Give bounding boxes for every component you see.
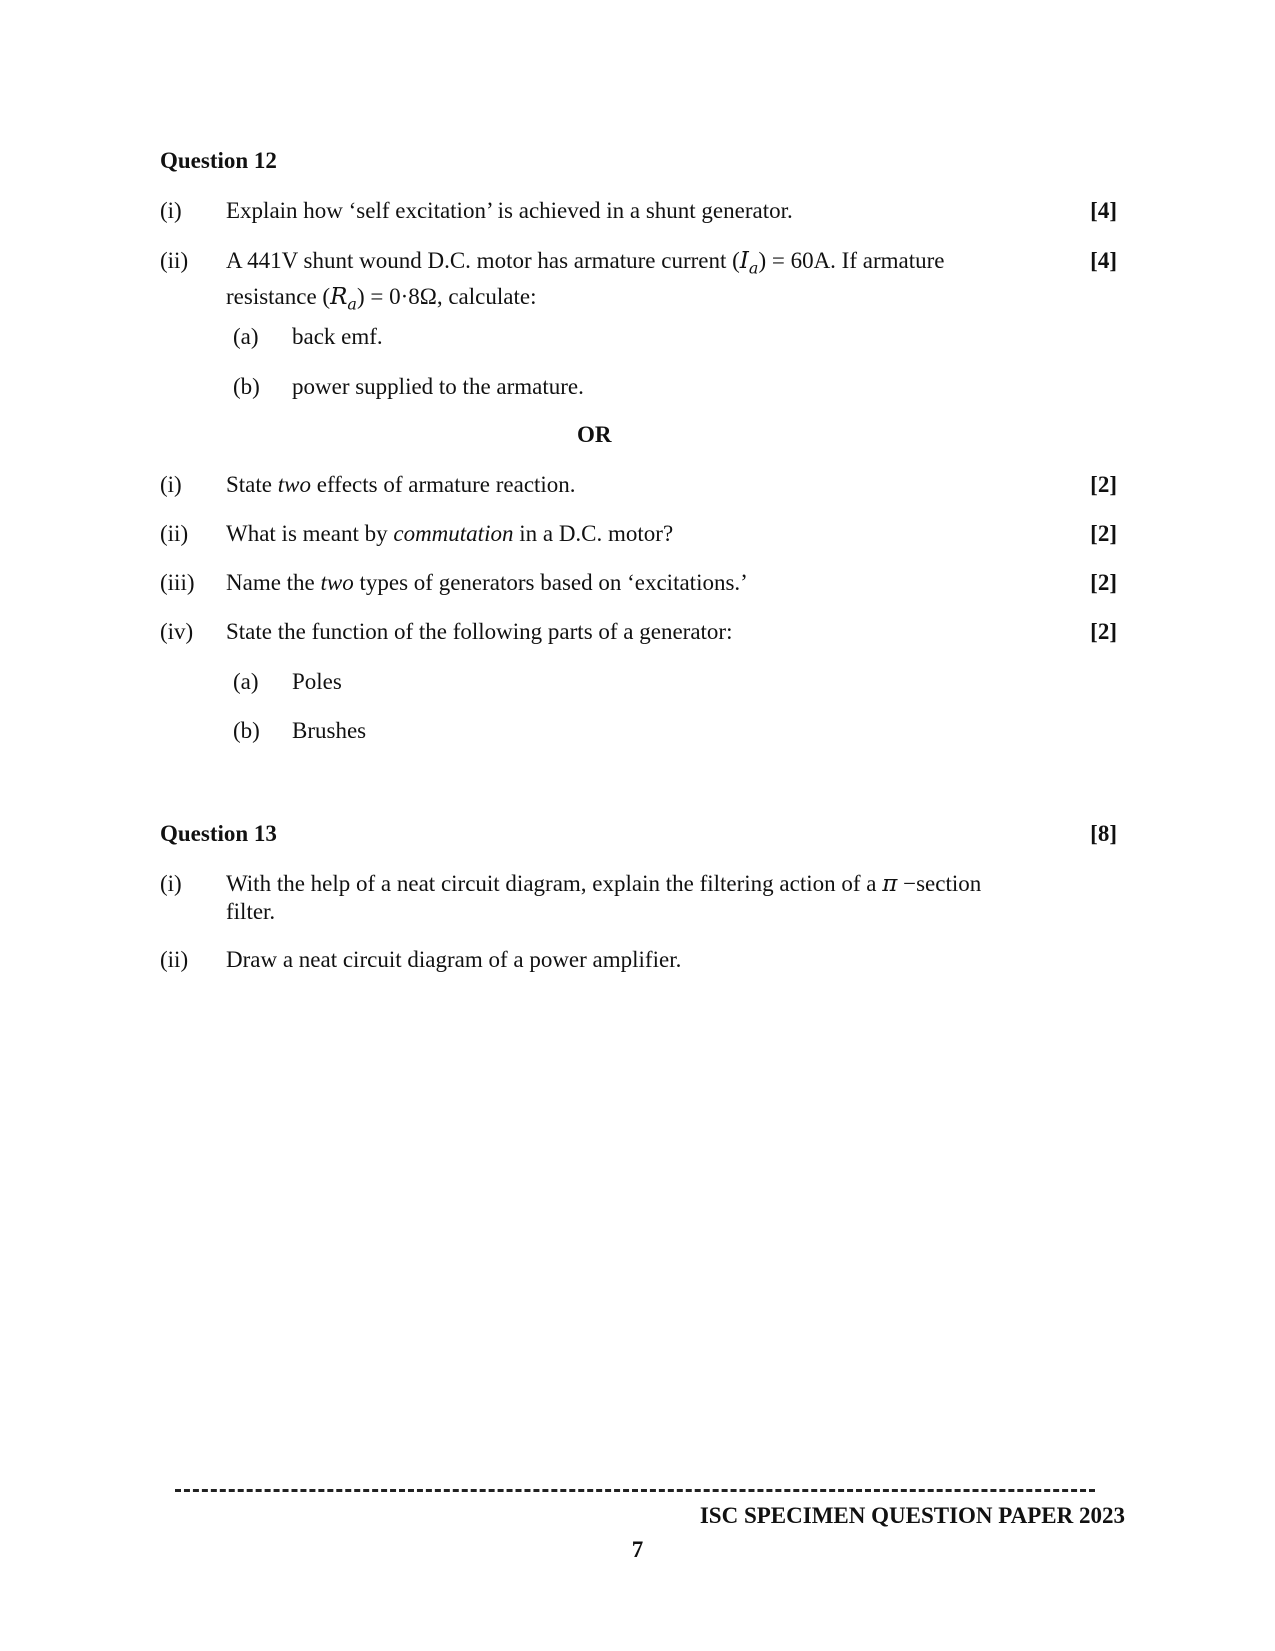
q13-i-text — [226, 870, 1036, 926]
q12-alt-iii-pre: Name the — [226, 570, 321, 595]
q12-alt-iv-a-number: (a) — [233, 669, 259, 694]
q12-alt-iv-a-text: Poles — [292, 669, 342, 694]
q12-alt-iii-marks: [2] — [1090, 570, 1117, 595]
q12-ii-line-1-content — [226, 247, 944, 283]
q12-alt-i-number: (i) — [160, 472, 182, 497]
q12-i-number: (i) — [160, 198, 182, 223]
q12-alt-ii-number: (ii) — [160, 521, 189, 546]
question-12-heading: Question 12 — [160, 148, 277, 173]
q12-alt-ii-emphasis: commutation — [393, 521, 514, 546]
resistance-subscript: a — [347, 294, 357, 314]
q13-i-number: (i) — [160, 871, 182, 896]
q13-ii-number: (ii) — [160, 947, 189, 972]
q12-ii-line-2 — [226, 283, 1036, 319]
q12-ii-b-number: (b) — [233, 374, 260, 399]
q12-ii-number: (ii) — [160, 248, 189, 273]
q12-alt-ii-pre: What is meant by — [226, 521, 394, 546]
footer-title: ISC SPECIMEN QUESTION PAPER 2023 — [699, 1503, 1125, 1528]
q12-alt-i-text — [226, 471, 1046, 499]
q12-ii-marks: [4] — [1090, 248, 1117, 273]
q12-ii-b-text: power supplied to the armature. — [292, 374, 584, 399]
q12-alt-iii-post: types of generators based on ‘excitations.’ — [353, 570, 748, 595]
q12-alt-iv-number: (iv) — [160, 619, 194, 644]
q13-i-text-b: −section — [897, 871, 982, 896]
q12-ii-a-number: (a) — [233, 324, 259, 349]
q12-alt-i-marks: [2] — [1090, 472, 1117, 497]
q12-alt-iv-b-number: (b) — [233, 718, 260, 743]
q12-ii-text-a: A 441V shunt wound D.C. motor has armature current ( — [226, 248, 740, 273]
q12-alt-iv-text: State the function of the following parts of a generator: — [226, 619, 733, 644]
q12-alt-i-emphasis: two — [277, 472, 311, 497]
q13-i-line-1 — [226, 870, 1036, 898]
q12-alt-iv-b-text: Brushes — [292, 718, 367, 743]
q12-alt-iii-text — [226, 569, 1046, 597]
q12-alt-ii-post: in a D.C. motor? — [513, 521, 674, 546]
question-13-heading: Question 13 — [160, 821, 277, 846]
page-number: 7 — [631, 1537, 644, 1562]
q12-alt-i-post: effects of armature reaction. — [310, 472, 576, 497]
current-subscript: a — [748, 258, 759, 278]
q12-ii-text-c: resistance ( — [226, 283, 331, 309]
q12-ii-text-b: ) = 60A. If armature — [758, 248, 945, 273]
or-separator: OR — [577, 422, 612, 447]
current-symbol: I — [739, 248, 749, 274]
q12-alt-iv-marks: [2] — [1090, 619, 1117, 644]
q12-alt-iii-number: (iii) — [160, 570, 195, 595]
q13-i-line-2: filter. — [226, 899, 276, 924]
q12-alt-i-pre: State — [226, 472, 278, 497]
q12-i-marks: [4] — [1090, 198, 1117, 223]
footer-dashed-rule — [175, 1489, 1095, 1492]
q12-alt-ii-marks: [2] — [1090, 521, 1117, 546]
resistance-symbol: R — [330, 283, 348, 310]
q13-i-text-a: With the help of a neat circuit diagram, explain the filtering action of a — [226, 871, 883, 896]
q12-alt-iii-emphasis: two — [320, 570, 354, 595]
q12-i-text: Explain how ‘self excitation’ is achieved in a shunt generator. — [226, 198, 793, 223]
q12-ii-text — [226, 247, 1036, 318]
q12-ii-a-text: back emf. — [292, 324, 383, 349]
q12-ii-line-1 — [226, 247, 1036, 283]
q12-alt-ii-text — [226, 520, 1046, 548]
q13-ii-text: Draw a neat circuit diagram of a power amplifier. — [226, 947, 682, 972]
pi-symbol: π — [882, 871, 898, 897]
q12-ii-text-d: ) = 0·8Ω, calculate: — [356, 283, 537, 309]
q13-marks: [8] — [1090, 821, 1117, 846]
